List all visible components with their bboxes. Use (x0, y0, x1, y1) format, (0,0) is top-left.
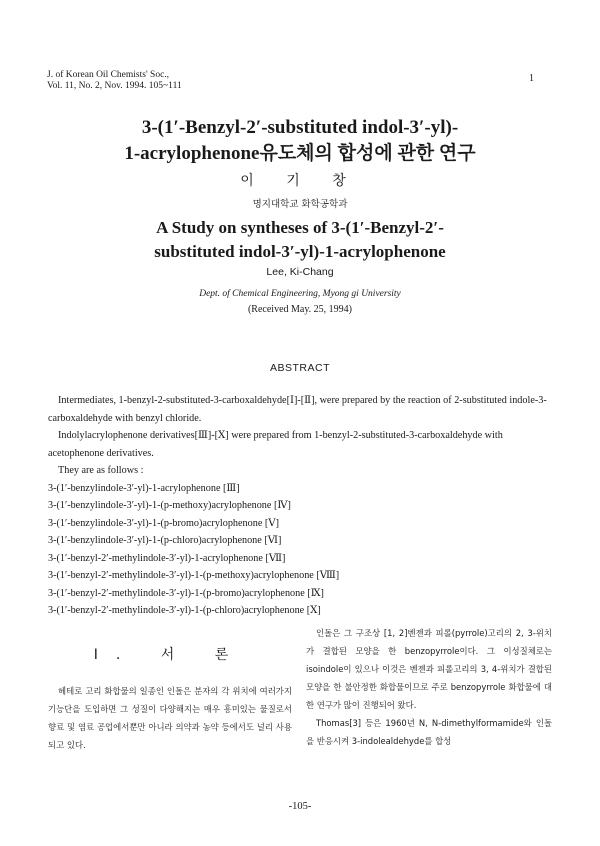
journal-citation (47, 70, 182, 92)
abstract-heading: ABSTRACT (269, 362, 330, 374)
page-footer-number: -105- (288, 801, 312, 812)
abstract-body (48, 392, 552, 620)
abstract-paragraph-1: Intermediates, 1-benzyl-2-substituted-3-carboxaldehyde[Ⅰ]-[Ⅱ], were prepared by the reaction of 2-substituted indole-3-carboxaldehyde with benzyl chloride. (48, 395, 547, 424)
intro-paragraph-left: 헤테로 고리 화합물의 일종인 인돌은 분자의 각 위치에 여러가지 기능단을 도입하면 그 성질이 다양해지는 매우 흥미있는 물질로서 향료 및 염료 공업에서뿐만 아니라 의약과 농약 등에서도 널리 사용되고 있다. (48, 686, 292, 750)
received-date: (Received May. 25, 1994) (247, 304, 353, 315)
page-number: 1 (529, 73, 534, 84)
intro-paragraph-right-1: 인돌은 그 구조상 [1, 2]벤젠과 피롤(pyrrole)고리의 2, 3-위치가 결합된 모양을 한 benzopyrrole이다. 그 이성질체로는 isoindole이 있으나 이것은 벤젠과 피롤고리의 3, 4-위치가 결합된 모양을 한 불안정한 화합물이므로 주로 benzopyrrole 화합물에 대한 연구가 많이 진행되어 왔다. (306, 628, 552, 710)
journal-line-1: J. of Korean Oil Chemists' Soc., (47, 70, 170, 80)
left-column (48, 630, 292, 754)
compound-item: 3-(1′-benzyl-2′-methylindole-3′-yl)-1-(p-chloro)acrylophenone [Ⅹ] (48, 605, 321, 616)
english-title-line-2: substituted indol-3′-yl)-1-acrylophenone (154, 242, 446, 261)
english-affiliation: Dept. of Chemical Engineering, Myong gi University (199, 289, 401, 299)
korean-title-line-1: 3-(1′-Benzyl-2′-substituted indol-3′-yl)- (141, 117, 459, 138)
abstract-paragraph-3: They are as follows : (58, 465, 144, 476)
english-title (0, 216, 600, 264)
compound-item: 3-(1′-benzylindole-3′-yl)-1-(p-methoxy)acrylophenone [Ⅳ] (48, 500, 291, 511)
compound-item: 3-(1′-benzylindole-3′-yl)-1-(p-chloro)acrylophenone [Ⅵ] (48, 535, 282, 546)
right-column (306, 624, 552, 750)
intro-paragraph-right-2: Thomas[3] 등은 1960년 N, N-dimethylformamide와 인돌을 반응시켜 3-indolealdehyde를 합성 (306, 718, 552, 746)
korean-author: 이 기 창 (240, 173, 360, 189)
english-title-line-1: A Study on syntheses of 3-(1′-Benzyl-2′- (156, 218, 444, 237)
journal-line-2: Vol. 11, No. 2, Nov. 1994. 105~111 (47, 81, 182, 91)
compound-item: 3-(1′-benzyl-2′-methylindole-3′-yl)-1-(p-methoxy)acrylophenone [Ⅷ] (48, 570, 340, 581)
compound-item: 3-(1′-benzylindole-3′-yl)-1-(p-bromo)acrylophenone [Ⅴ] (48, 517, 280, 529)
compound-item: 3-(1′-benzylindole-3′-yl)-1-acrylophenone [Ⅲ] (48, 482, 240, 494)
korean-title (0, 115, 600, 167)
compound-item: 3-(1′-benzyl-2′-methylindole-3′-yl)-1-(p-bromo)acrylophenone [Ⅸ] (48, 587, 324, 599)
compound-item: 3-(1′-benzyl-2′-methylindole-3′-yl)-1-acrylophenone [Ⅶ] (48, 552, 286, 564)
section-heading-introduction: Ⅰ. 서 론 (93, 647, 247, 663)
compound-list (48, 480, 552, 620)
korean-title-line-2: 1-acrylophenone유도체의 합성에 관한 연구 (124, 143, 476, 164)
english-author: Lee, Ki-Chang (266, 266, 334, 278)
korean-affiliation: 명지대학교 화학공학과 (252, 199, 348, 210)
abstract-paragraph-2: Indolylacrylophenone derivatives[Ⅲ]-[Ⅹ] were prepared from 1-benzyl-2-substituted-3-carboxaldehyde with acetophenone derivatives. (48, 430, 503, 459)
